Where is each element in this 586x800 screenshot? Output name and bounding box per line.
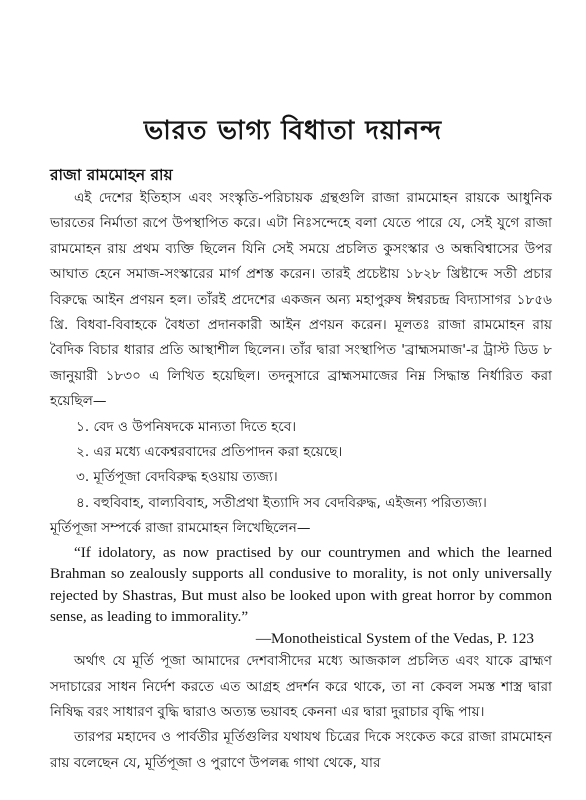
paragraph-3: তারপর মহাদেব ও পার্বতীর মূর্তিগুলির যথাযথ চিত্রের দিকে সংকেত করে রাজা রামমোহন রায় বলেছেন যে, মূর্তিপূজা ও পুরাণে উপলব্ধ গাথা থেকে, যার — [50, 729, 552, 771]
list-item: ২. এর মধ্যে একেশ্বরবাদের প্রতিপাদন করা হয়েছে। — [76, 444, 343, 461]
body-text — [50, 186, 552, 776]
section-heading: রাজা রামমোহন রায় — [50, 166, 173, 184]
list-item: ৩. মূর্তিপূজা বেদবিরুদ্ধ হওয়ায় ত্যজ্য। — [76, 469, 278, 486]
list-item: ৪. বহুবিবাহ, বাল্যবিবাহ, সতীপ্রথা ইত্যাদি সব বেদবিরুদ্ধ, এইজন্য পরিত্যজ্য। — [76, 494, 487, 511]
principles-list — [50, 415, 552, 517]
quote-source: —Monotheistical System of the Vedas, P. 123 — [255, 629, 534, 647]
paragraph-2: অর্থাৎ যে মূর্তি পূজা আমাদের দেশবাসীদের মধ্যে আজকাল প্রচলিত এবং যাকে ব্রাহ্মণ সদাচারের সাধন নির্দেশ করতে এত আগ্রহ প্রদর্শন করে থাকে, তা না কেবল সমস্ত শাস্ত্র দ্বারা নিষিদ্ধ বরং সাধারণ বুদ্ধি দ্বারাও অত্যন্ত ভয়াবহ কেননা এর দ্বারা দুরাচার বৃদ্ধি পায়। — [50, 653, 552, 720]
list-item: ১. বেদ ও উপনিষদকে মান্যতা দিতে হবে। — [76, 418, 297, 435]
quote-intro: মূর্তিপূজা সম্পর্কে রাজা রামমোহন লিখেছিলেন— — [50, 520, 311, 537]
page-title: ভারত ভাগ্য বিধাতা দয়ানন্দ — [143, 116, 443, 146]
block-quote: “If idolatory, as now practised by our countrymen and which the learned Brahman so zealously supports all condusive to morality, is not only universally rejected by Shastras, But must also be looked upon with great horror by common sense, as leading to immorality.” — [50, 543, 552, 626]
paragraph-1: এই দেশের ইতিহাস এবং সংস্কৃতি-পরিচায়ক গ্রন্থগুলি রাজা রামমোহন রায়কে আধুনিক ভারতের নির্মাতা রূপে উপস্থাপিত করে। এটা নিঃসন্দেহে বলা যেতে পারে যে, সেই যুগে রাজা রামমোহন রায় প্রথম ব্যক্তি ছিলেন যিনি সেই সময়ে প্রচলিত কুসংস্কার ও অন্ধবিশ্বাসের উপর আঘাত হেনে সমাজ-সংস্কারের মার্গ প্রশস্ত করেন। তারই প্রচেষ্টায় ১৮২৮ খ্রিষ্টাব্দে সতী প্রচার বিরুদ্ধে আইন প্রণয়ন হল। তাঁরই প্রদেশের একজন অন্য মহাপুরুষ ঈশ্বরচন্দ্র বিদ্যাসাগর ১৮৫৬ খ্রি. বিধবা-বিবাহকে বৈধতা প্রদানকারী আইন প্রণয়ন করেন। মূলতঃ রাজা রামমোহন রায় বৈদিক বিচার ধারার প্রতি আস্থাশীল ছিলেন। তাঁর দ্বারা সংস্থাপিত 'ব্রাহ্মসমাজ'-র ট্রাস্ট ডিড ৮ জানুয়ারী ১৮৩০ এ লিখিত হয়েছিল। তদনুসারে ব্রাহ্মসমাজের নিম্ন সিদ্ধান্ত নির্ধারিত করা হয়েছিল— — [50, 190, 553, 410]
